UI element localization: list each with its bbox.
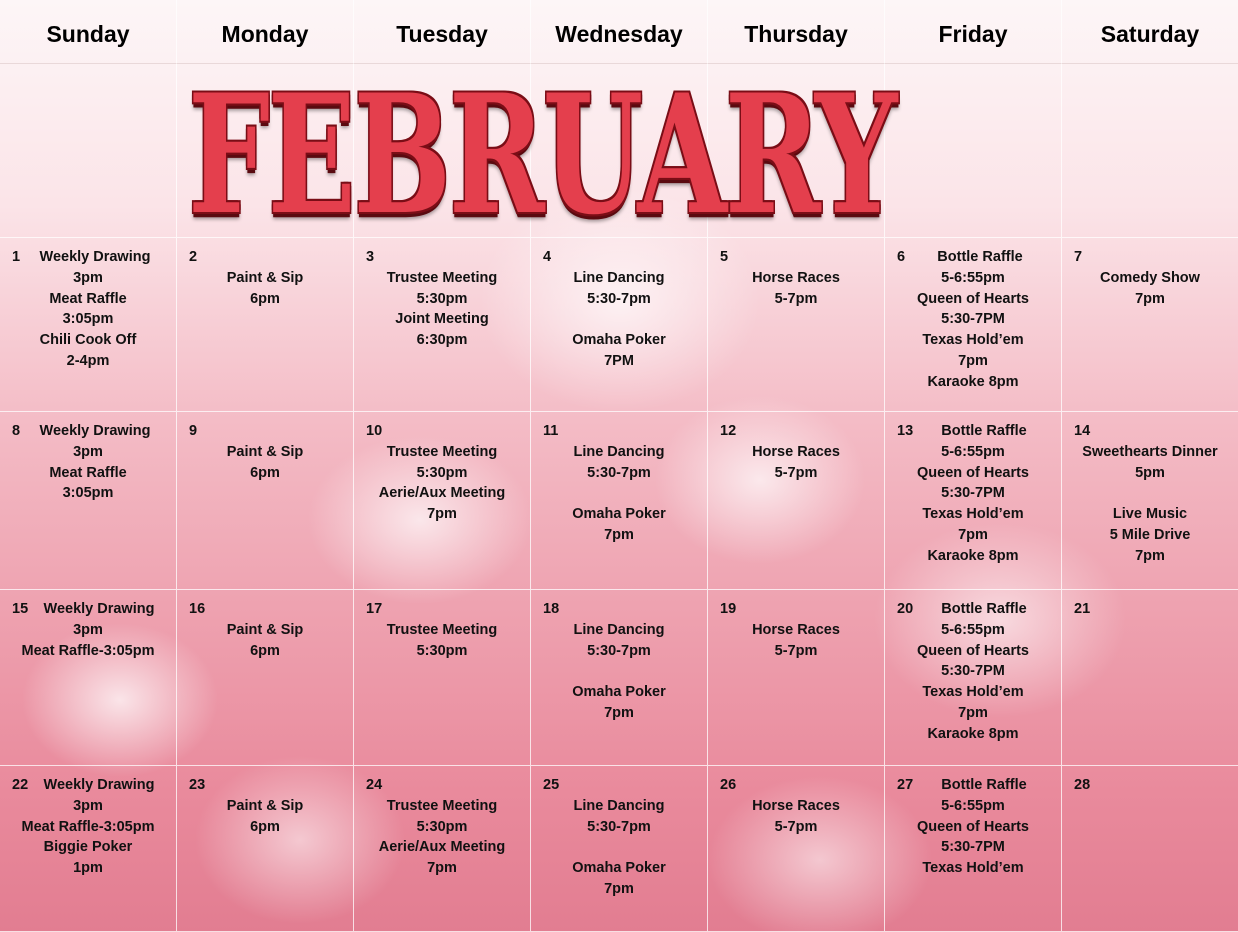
event-line: 5-6:55pm	[941, 269, 1005, 286]
day-cell	[531, 766, 708, 932]
event-line: Texas Hold’em	[922, 860, 1024, 877]
event-line	[360, 599, 524, 620]
event-line: 7pm	[604, 526, 634, 543]
event-line: Omaha Poker	[572, 684, 666, 701]
event-line: Trustee Meeting	[386, 621, 498, 638]
event-line: 5:30-7PM	[941, 663, 1005, 680]
event-line: 7pm	[427, 506, 457, 523]
event-line: 7pm	[958, 526, 988, 543]
event-line	[714, 599, 878, 620]
month-title-wrap	[188, 58, 974, 251]
day-number: 4	[543, 249, 552, 265]
event-line: Karaoke 8pm	[927, 547, 1019, 564]
event-line: 7pm	[1135, 547, 1165, 564]
day-cell	[1062, 412, 1238, 590]
day-number: 11	[543, 423, 559, 439]
day-cell	[531, 590, 708, 766]
event-line: Omaha Poker	[572, 506, 666, 523]
event-line	[360, 775, 524, 796]
day-number: 20	[897, 601, 914, 617]
event-line: 5:30-7PM	[941, 839, 1005, 856]
day-number: 8	[12, 423, 21, 439]
event-line: 1pm	[73, 860, 103, 877]
day-cell	[0, 590, 177, 766]
day-number: 1	[12, 249, 21, 265]
event-line: 5pm	[1135, 464, 1165, 481]
event-line: Horse Races	[752, 443, 840, 460]
event-line	[360, 247, 524, 268]
event-line: Queen of Hearts	[917, 290, 1029, 307]
event-line: Aerie/Aux Meeting	[378, 485, 506, 502]
day-cell	[177, 412, 354, 590]
day-number: 27	[897, 777, 914, 793]
event-line: 5:30-7PM	[941, 311, 1005, 328]
day-number: 9	[189, 423, 198, 439]
day-number: 15	[12, 601, 29, 617]
event-line: 5:30pm	[416, 818, 468, 835]
event-line: Horse Races	[752, 621, 840, 638]
event-line: Aerie/Aux Meeting	[378, 839, 506, 856]
event-line: Chili Cook Off	[39, 332, 137, 349]
event-line: Karaoke 8pm	[927, 373, 1019, 390]
day-number: 7	[1074, 249, 1083, 265]
event-line: 3pm	[73, 621, 103, 638]
banner-col	[1062, 64, 1238, 237]
banner-col	[0, 64, 177, 237]
day-cell	[885, 590, 1062, 766]
event-line: Weekly Drawing	[39, 423, 151, 439]
day-cell	[177, 766, 354, 932]
day-number: 16	[189, 601, 206, 617]
day-number: 5	[720, 249, 729, 265]
day-cell	[354, 766, 531, 932]
event-line: Queen of Hearts	[917, 464, 1029, 481]
event-line	[537, 661, 701, 682]
event-line: 7pm	[958, 704, 988, 721]
event-line: Meat Raffle	[49, 290, 127, 307]
day-cell	[531, 238, 708, 412]
day-cell	[0, 238, 177, 412]
event-line	[1068, 775, 1232, 796]
event-line: Bottle Raffle	[941, 601, 1027, 617]
event-line: 7PM	[604, 352, 634, 369]
day-header-friday: Friday	[885, 0, 1062, 64]
event-line: Meat Raffle-3:05pm	[21, 642, 155, 659]
day-cell	[1062, 766, 1238, 932]
event-line	[1068, 247, 1232, 268]
event-line: 5:30-7pm	[587, 642, 651, 659]
day-number: 14	[1074, 423, 1091, 439]
event-line: 5:30-7pm	[587, 290, 651, 307]
event-line: Karaoke 8pm	[927, 725, 1019, 742]
event-line: Bottle Raffle	[941, 777, 1027, 793]
event-line: 6:30pm	[416, 332, 468, 349]
event-line: Omaha Poker	[572, 332, 666, 349]
event-line	[1068, 421, 1232, 442]
event-line: Biggie Poker	[43, 839, 133, 856]
event-line: 5-7pm	[774, 818, 818, 835]
day-number: 25	[543, 777, 560, 793]
event-line: 6pm	[250, 290, 280, 307]
event-line	[537, 483, 701, 504]
event-line	[537, 599, 701, 620]
event-line: 3pm	[73, 269, 103, 286]
event-line: Queen of Hearts	[917, 642, 1029, 659]
day-cell	[885, 766, 1062, 932]
event-line: Joint Meeting	[395, 311, 489, 328]
event-line: Meat Raffle	[49, 464, 127, 481]
day-number: 28	[1074, 777, 1091, 793]
day-number: 6	[897, 249, 906, 265]
event-line: 7pm	[604, 704, 634, 721]
day-number: 23	[189, 777, 206, 793]
day-cell	[177, 590, 354, 766]
event-line: Texas Hold’em	[922, 332, 1024, 349]
day-number: 10	[366, 423, 383, 439]
day-cell	[531, 412, 708, 590]
event-line: 6pm	[250, 464, 280, 481]
event-line	[183, 421, 347, 442]
event-line: Live Music	[1112, 506, 1188, 523]
day-header-monday: Monday	[177, 0, 354, 64]
event-line	[537, 247, 701, 268]
event-line	[714, 247, 878, 268]
day-header-sunday: Sunday	[0, 0, 177, 64]
event-line	[1068, 599, 1232, 620]
day-cell	[1062, 590, 1238, 766]
event-line: 5:30-7pm	[587, 818, 651, 835]
event-line: 5:30pm	[416, 290, 468, 307]
event-line	[183, 775, 347, 796]
event-line: Horse Races	[752, 797, 840, 814]
event-line: 3pm	[73, 797, 103, 814]
day-cell	[885, 412, 1062, 590]
event-line: 3pm	[73, 443, 103, 460]
event-line: Trustee Meeting	[386, 797, 498, 814]
day-number: 22	[12, 777, 29, 793]
event-line: 7pm	[1135, 290, 1165, 307]
day-cell	[1062, 238, 1238, 412]
day-cell	[354, 590, 531, 766]
event-line: 5:30pm	[416, 642, 468, 659]
event-line	[183, 247, 347, 268]
event-line: Paint & Sip	[226, 797, 304, 814]
event-line: 3:05pm	[62, 485, 114, 502]
day-cell	[0, 766, 177, 932]
event-line: Texas Hold’em	[922, 684, 1024, 701]
day-header-thursday: Thursday	[708, 0, 885, 64]
event-line: Weekly Drawing	[43, 777, 155, 793]
month-banner	[0, 58, 1238, 251]
event-line: 7pm	[958, 352, 988, 369]
day-number: 2	[189, 249, 198, 265]
day-cell	[708, 412, 885, 590]
event-line	[714, 775, 878, 796]
event-line: Omaha Poker	[572, 860, 666, 877]
day-cell	[885, 238, 1062, 412]
event-line: Bottle Raffle	[941, 423, 1027, 439]
day-cell	[708, 590, 885, 766]
event-line: Weekly Drawing	[43, 601, 155, 617]
event-line: 5 Mile Drive	[1109, 526, 1191, 543]
day-cell	[354, 412, 531, 590]
event-line: 5-7pm	[774, 464, 818, 481]
event-line: Line Dancing	[573, 797, 665, 814]
day-number: 12	[720, 423, 737, 439]
event-line: Horse Races	[752, 269, 840, 286]
event-line: 6pm	[250, 642, 280, 659]
event-line: 5-6:55pm	[941, 797, 1005, 814]
event-line: Bottle Raffle	[937, 249, 1023, 265]
event-line: 5-7pm	[774, 290, 818, 307]
event-line: 5-7pm	[774, 642, 818, 659]
event-line: Comedy Show	[1100, 269, 1200, 286]
event-line: 5:30pm	[416, 464, 468, 481]
event-line	[360, 421, 524, 442]
day-number: 19	[720, 601, 737, 617]
event-line: Paint & Sip	[226, 621, 304, 638]
day-header-saturday: Saturday	[1062, 0, 1238, 64]
day-number: 24	[366, 777, 383, 793]
day-number: 21	[1074, 601, 1091, 617]
event-line	[714, 421, 878, 442]
event-line: Line Dancing	[573, 443, 665, 460]
event-line: Line Dancing	[573, 621, 665, 638]
day-number: 26	[720, 777, 737, 793]
event-line: Paint & Sip	[226, 269, 304, 286]
day-number: 13	[897, 423, 914, 439]
event-line	[183, 599, 347, 620]
event-line: Queen of Hearts	[917, 818, 1029, 835]
event-line: Trustee Meeting	[386, 269, 498, 286]
event-line: Texas Hold’em	[922, 506, 1024, 523]
event-line: 5-6:55pm	[941, 443, 1005, 460]
day-number: 18	[543, 601, 560, 617]
event-line: 5:30-7pm	[587, 464, 651, 481]
day-number: 3	[366, 249, 375, 265]
event-line: Meat Raffle-3:05pm	[21, 818, 155, 835]
event-line: Line Dancing	[573, 269, 665, 286]
day-header-tuesday: Tuesday	[354, 0, 531, 64]
event-line	[537, 421, 701, 442]
event-line: Sweethearts Dinner	[1082, 443, 1218, 460]
day-cell	[708, 766, 885, 932]
day-number: 17	[366, 601, 383, 617]
event-line: 3:05pm	[62, 311, 114, 328]
event-line: 5-6:55pm	[941, 621, 1005, 638]
day-cell	[0, 412, 177, 590]
day-cell	[354, 238, 531, 412]
event-line: 2-4pm	[66, 352, 110, 369]
event-line: Paint & Sip	[226, 443, 304, 460]
month-title: FEBRUARY	[188, 58, 896, 251]
event-line: 6pm	[250, 818, 280, 835]
event-line	[537, 837, 701, 858]
event-line	[537, 309, 701, 330]
day-header-wednesday: Wednesday	[531, 0, 708, 64]
event-line: Weekly Drawing	[39, 249, 151, 265]
event-line: 7pm	[604, 880, 634, 897]
event-line	[1068, 483, 1232, 504]
event-line: 5:30-7PM	[941, 485, 1005, 502]
event-line	[537, 775, 701, 796]
day-cell	[708, 238, 885, 412]
day-cell	[177, 238, 354, 412]
event-line: 7pm	[427, 860, 457, 877]
event-line: Trustee Meeting	[386, 443, 498, 460]
